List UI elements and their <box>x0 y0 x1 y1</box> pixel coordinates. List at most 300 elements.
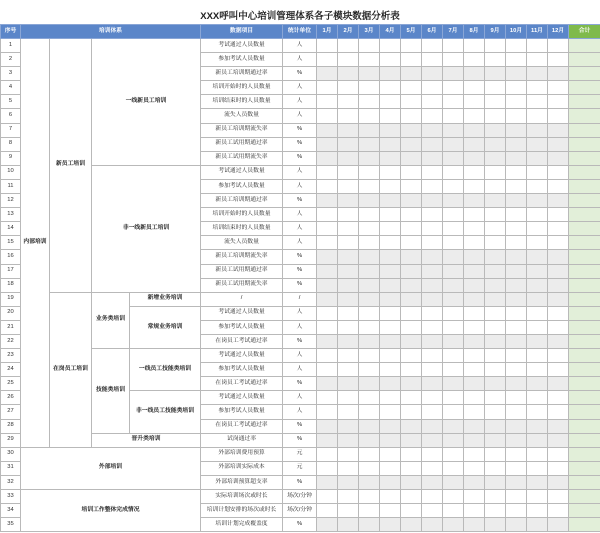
month-cell[interactable] <box>380 179 401 193</box>
month-cell[interactable] <box>506 490 527 504</box>
month-cell[interactable] <box>464 264 485 278</box>
month-cell[interactable] <box>506 349 527 363</box>
month-cell[interactable] <box>380 419 401 433</box>
month-cell[interactable] <box>380 433 401 447</box>
month-cell[interactable] <box>464 208 485 222</box>
month-cell[interactable] <box>485 151 506 165</box>
month-cell[interactable] <box>485 278 506 292</box>
month-cell[interactable] <box>422 264 443 278</box>
month-cell[interactable] <box>464 391 485 405</box>
month-cell[interactable] <box>380 377 401 391</box>
month-cell[interactable] <box>380 405 401 419</box>
month-cell[interactable] <box>485 179 506 193</box>
month-cell[interactable] <box>527 109 548 123</box>
month-cell[interactable] <box>548 433 569 447</box>
month-cell[interactable] <box>380 123 401 137</box>
month-cell[interactable] <box>548 334 569 348</box>
month-cell[interactable] <box>422 137 443 151</box>
month-cell[interactable] <box>443 419 464 433</box>
total-cell[interactable] <box>569 475 600 489</box>
month-cell[interactable] <box>317 349 338 363</box>
month-cell[interactable] <box>548 278 569 292</box>
month-cell[interactable] <box>380 475 401 489</box>
month-cell[interactable] <box>443 349 464 363</box>
month-cell[interactable] <box>401 236 422 250</box>
month-cell[interactable] <box>527 504 548 518</box>
month-cell[interactable] <box>380 391 401 405</box>
month-cell[interactable] <box>422 447 443 461</box>
month-cell[interactable] <box>317 518 338 532</box>
month-cell[interactable] <box>527 518 548 532</box>
month-cell[interactable] <box>485 320 506 334</box>
month-cell[interactable] <box>506 334 527 348</box>
month-cell[interactable] <box>548 222 569 236</box>
month-cell[interactable] <box>422 53 443 67</box>
month-cell[interactable] <box>527 222 548 236</box>
month-cell[interactable] <box>443 194 464 208</box>
month-cell[interactable] <box>317 208 338 222</box>
month-cell[interactable] <box>422 123 443 137</box>
month-cell[interactable] <box>359 137 380 151</box>
month-cell[interactable] <box>317 433 338 447</box>
total-cell[interactable] <box>569 461 600 475</box>
month-cell[interactable] <box>443 363 464 377</box>
month-cell[interactable] <box>338 137 359 151</box>
month-cell[interactable] <box>380 250 401 264</box>
month-cell[interactable] <box>464 222 485 236</box>
month-cell[interactable] <box>527 475 548 489</box>
month-cell[interactable] <box>485 123 506 137</box>
month-cell[interactable] <box>506 109 527 123</box>
month-cell[interactable] <box>548 109 569 123</box>
month-cell[interactable] <box>338 95 359 109</box>
month-cell[interactable] <box>359 278 380 292</box>
month-cell[interactable] <box>443 447 464 461</box>
month-cell[interactable] <box>506 320 527 334</box>
month-cell[interactable] <box>527 123 548 137</box>
month-cell[interactable] <box>317 109 338 123</box>
month-cell[interactable] <box>464 67 485 81</box>
month-cell[interactable] <box>464 419 485 433</box>
month-cell[interactable] <box>506 306 527 320</box>
month-cell[interactable] <box>401 405 422 419</box>
month-cell[interactable] <box>485 363 506 377</box>
month-cell[interactable] <box>380 81 401 95</box>
month-cell[interactable] <box>527 194 548 208</box>
month-cell[interactable] <box>317 137 338 151</box>
total-cell[interactable] <box>569 320 600 334</box>
month-cell[interactable] <box>359 179 380 193</box>
month-cell[interactable] <box>506 377 527 391</box>
month-cell[interactable] <box>338 306 359 320</box>
month-cell[interactable] <box>317 292 338 306</box>
month-cell[interactable] <box>548 179 569 193</box>
month-cell[interactable] <box>527 264 548 278</box>
month-cell[interactable] <box>401 123 422 137</box>
month-cell[interactable] <box>485 292 506 306</box>
month-cell[interactable] <box>527 320 548 334</box>
month-cell[interactable] <box>359 123 380 137</box>
month-cell[interactable] <box>485 222 506 236</box>
month-cell[interactable] <box>380 349 401 363</box>
month-cell[interactable] <box>338 123 359 137</box>
month-cell[interactable] <box>359 504 380 518</box>
month-cell[interactable] <box>506 194 527 208</box>
month-cell[interactable] <box>443 236 464 250</box>
month-cell[interactable] <box>464 504 485 518</box>
month-cell[interactable] <box>443 165 464 179</box>
month-cell[interactable] <box>380 165 401 179</box>
month-cell[interactable] <box>464 179 485 193</box>
month-cell[interactable] <box>359 490 380 504</box>
month-cell[interactable] <box>422 194 443 208</box>
month-cell[interactable] <box>485 137 506 151</box>
month-cell[interactable] <box>401 292 422 306</box>
month-cell[interactable] <box>443 306 464 320</box>
month-cell[interactable] <box>401 447 422 461</box>
month-cell[interactable] <box>485 81 506 95</box>
month-cell[interactable] <box>527 377 548 391</box>
month-cell[interactable] <box>443 461 464 475</box>
month-cell[interactable] <box>485 53 506 67</box>
month-cell[interactable] <box>380 264 401 278</box>
month-cell[interactable] <box>317 377 338 391</box>
month-cell[interactable] <box>401 194 422 208</box>
total-cell[interactable] <box>569 377 600 391</box>
month-cell[interactable] <box>548 306 569 320</box>
month-cell[interactable] <box>317 222 338 236</box>
month-cell[interactable] <box>506 67 527 81</box>
month-cell[interactable] <box>485 67 506 81</box>
month-cell[interactable] <box>485 306 506 320</box>
month-cell[interactable] <box>380 320 401 334</box>
month-cell[interactable] <box>527 39 548 53</box>
month-cell[interactable] <box>338 518 359 532</box>
total-cell[interactable] <box>569 504 600 518</box>
month-cell[interactable] <box>548 137 569 151</box>
month-cell[interactable] <box>485 165 506 179</box>
month-cell[interactable] <box>485 39 506 53</box>
month-cell[interactable] <box>422 278 443 292</box>
month-cell[interactable] <box>527 81 548 95</box>
total-cell[interactable] <box>569 490 600 504</box>
month-cell[interactable] <box>422 377 443 391</box>
month-cell[interactable] <box>359 236 380 250</box>
month-cell[interactable] <box>380 194 401 208</box>
month-cell[interactable] <box>422 405 443 419</box>
month-cell[interactable] <box>401 81 422 95</box>
total-cell[interactable] <box>569 447 600 461</box>
month-cell[interactable] <box>548 349 569 363</box>
month-cell[interactable] <box>401 475 422 489</box>
month-cell[interactable] <box>338 490 359 504</box>
month-cell[interactable] <box>338 475 359 489</box>
total-cell[interactable] <box>569 264 600 278</box>
month-cell[interactable] <box>527 292 548 306</box>
month-cell[interactable] <box>317 179 338 193</box>
month-cell[interactable] <box>506 419 527 433</box>
month-cell[interactable] <box>548 67 569 81</box>
month-cell[interactable] <box>464 250 485 264</box>
month-cell[interactable] <box>485 490 506 504</box>
month-cell[interactable] <box>380 363 401 377</box>
month-cell[interactable] <box>548 250 569 264</box>
month-cell[interactable] <box>422 363 443 377</box>
month-cell[interactable] <box>464 236 485 250</box>
month-cell[interactable] <box>317 461 338 475</box>
month-cell[interactable] <box>317 363 338 377</box>
total-cell[interactable] <box>569 405 600 419</box>
month-cell[interactable] <box>422 306 443 320</box>
month-cell[interactable] <box>443 292 464 306</box>
month-cell[interactable] <box>317 151 338 165</box>
month-cell[interactable] <box>401 349 422 363</box>
month-cell[interactable] <box>506 447 527 461</box>
month-cell[interactable] <box>380 95 401 109</box>
month-cell[interactable] <box>506 518 527 532</box>
month-cell[interactable] <box>338 419 359 433</box>
month-cell[interactable] <box>338 461 359 475</box>
total-cell[interactable] <box>569 250 600 264</box>
month-cell[interactable] <box>443 137 464 151</box>
month-cell[interactable] <box>317 123 338 137</box>
month-cell[interactable] <box>506 95 527 109</box>
month-cell[interactable] <box>338 278 359 292</box>
month-cell[interactable] <box>401 377 422 391</box>
month-cell[interactable] <box>548 363 569 377</box>
month-cell[interactable] <box>317 405 338 419</box>
total-cell[interactable] <box>569 165 600 179</box>
month-cell[interactable] <box>527 490 548 504</box>
month-cell[interactable] <box>380 278 401 292</box>
month-cell[interactable] <box>401 250 422 264</box>
month-cell[interactable] <box>443 39 464 53</box>
month-cell[interactable] <box>359 475 380 489</box>
month-cell[interactable] <box>401 306 422 320</box>
month-cell[interactable] <box>464 109 485 123</box>
month-cell[interactable] <box>548 377 569 391</box>
month-cell[interactable] <box>506 264 527 278</box>
month-cell[interactable] <box>464 194 485 208</box>
total-cell[interactable] <box>569 292 600 306</box>
month-cell[interactable] <box>464 377 485 391</box>
total-cell[interactable] <box>569 53 600 67</box>
month-cell[interactable] <box>338 405 359 419</box>
month-cell[interactable] <box>443 518 464 532</box>
month-cell[interactable] <box>359 95 380 109</box>
month-cell[interactable] <box>527 419 548 433</box>
month-cell[interactable] <box>338 208 359 222</box>
total-cell[interactable] <box>569 349 600 363</box>
month-cell[interactable] <box>338 504 359 518</box>
month-cell[interactable] <box>317 165 338 179</box>
month-cell[interactable] <box>359 208 380 222</box>
total-cell[interactable] <box>569 137 600 151</box>
month-cell[interactable] <box>527 236 548 250</box>
month-cell[interactable] <box>443 405 464 419</box>
month-cell[interactable] <box>506 278 527 292</box>
month-cell[interactable] <box>359 349 380 363</box>
total-cell[interactable] <box>569 208 600 222</box>
month-cell[interactable] <box>443 81 464 95</box>
month-cell[interactable] <box>338 349 359 363</box>
month-cell[interactable] <box>464 292 485 306</box>
month-cell[interactable] <box>422 39 443 53</box>
month-cell[interactable] <box>443 490 464 504</box>
month-cell[interactable] <box>506 208 527 222</box>
month-cell[interactable] <box>401 67 422 81</box>
month-cell[interactable] <box>359 419 380 433</box>
month-cell[interactable] <box>485 236 506 250</box>
month-cell[interactable] <box>443 320 464 334</box>
month-cell[interactable] <box>464 363 485 377</box>
month-cell[interactable] <box>359 433 380 447</box>
month-cell[interactable] <box>464 39 485 53</box>
month-cell[interactable] <box>485 504 506 518</box>
month-cell[interactable] <box>485 194 506 208</box>
month-cell[interactable] <box>380 504 401 518</box>
month-cell[interactable] <box>359 39 380 53</box>
month-cell[interactable] <box>443 95 464 109</box>
month-cell[interactable] <box>317 278 338 292</box>
month-cell[interactable] <box>422 179 443 193</box>
month-cell[interactable] <box>506 236 527 250</box>
month-cell[interactable] <box>380 222 401 236</box>
month-cell[interactable] <box>359 405 380 419</box>
month-cell[interactable] <box>422 250 443 264</box>
month-cell[interactable] <box>527 405 548 419</box>
month-cell[interactable] <box>338 363 359 377</box>
month-cell[interactable] <box>401 179 422 193</box>
month-cell[interactable] <box>380 306 401 320</box>
total-cell[interactable] <box>569 194 600 208</box>
month-cell[interactable] <box>485 433 506 447</box>
month-cell[interactable] <box>443 278 464 292</box>
month-cell[interactable] <box>548 264 569 278</box>
month-cell[interactable] <box>464 461 485 475</box>
month-cell[interactable] <box>317 81 338 95</box>
total-cell[interactable] <box>569 123 600 137</box>
month-cell[interactable] <box>317 194 338 208</box>
month-cell[interactable] <box>338 334 359 348</box>
month-cell[interactable] <box>380 461 401 475</box>
month-cell[interactable] <box>422 320 443 334</box>
total-cell[interactable] <box>569 419 600 433</box>
month-cell[interactable] <box>401 151 422 165</box>
total-cell[interactable] <box>569 179 600 193</box>
month-cell[interactable] <box>548 447 569 461</box>
month-cell[interactable] <box>422 419 443 433</box>
month-cell[interactable] <box>443 222 464 236</box>
month-cell[interactable] <box>527 433 548 447</box>
month-cell[interactable] <box>443 433 464 447</box>
month-cell[interactable] <box>401 222 422 236</box>
month-cell[interactable] <box>401 278 422 292</box>
month-cell[interactable] <box>506 504 527 518</box>
month-cell[interactable] <box>506 123 527 137</box>
month-cell[interactable] <box>464 518 485 532</box>
month-cell[interactable] <box>359 67 380 81</box>
month-cell[interactable] <box>317 504 338 518</box>
month-cell[interactable] <box>338 81 359 95</box>
month-cell[interactable] <box>317 391 338 405</box>
month-cell[interactable] <box>401 461 422 475</box>
month-cell[interactable] <box>338 250 359 264</box>
month-cell[interactable] <box>443 151 464 165</box>
month-cell[interactable] <box>506 292 527 306</box>
month-cell[interactable] <box>317 447 338 461</box>
month-cell[interactable] <box>506 363 527 377</box>
month-cell[interactable] <box>443 334 464 348</box>
month-cell[interactable] <box>548 419 569 433</box>
month-cell[interactable] <box>422 349 443 363</box>
month-cell[interactable] <box>443 109 464 123</box>
month-cell[interactable] <box>422 109 443 123</box>
month-cell[interactable] <box>527 391 548 405</box>
month-cell[interactable] <box>527 151 548 165</box>
month-cell[interactable] <box>359 461 380 475</box>
month-cell[interactable] <box>548 320 569 334</box>
month-cell[interactable] <box>506 151 527 165</box>
month-cell[interactable] <box>443 179 464 193</box>
month-cell[interactable] <box>548 518 569 532</box>
month-cell[interactable] <box>422 334 443 348</box>
month-cell[interactable] <box>380 490 401 504</box>
total-cell[interactable] <box>569 334 600 348</box>
month-cell[interactable] <box>485 405 506 419</box>
month-cell[interactable] <box>506 53 527 67</box>
month-cell[interactable] <box>548 39 569 53</box>
month-cell[interactable] <box>527 67 548 81</box>
month-cell[interactable] <box>548 405 569 419</box>
month-cell[interactable] <box>464 306 485 320</box>
month-cell[interactable] <box>506 250 527 264</box>
month-cell[interactable] <box>380 109 401 123</box>
month-cell[interactable] <box>359 264 380 278</box>
month-cell[interactable] <box>401 137 422 151</box>
total-cell[interactable] <box>569 81 600 95</box>
month-cell[interactable] <box>338 151 359 165</box>
month-cell[interactable] <box>527 179 548 193</box>
month-cell[interactable] <box>380 151 401 165</box>
month-cell[interactable] <box>338 447 359 461</box>
month-cell[interactable] <box>359 194 380 208</box>
month-cell[interactable] <box>548 236 569 250</box>
month-cell[interactable] <box>380 208 401 222</box>
month-cell[interactable] <box>464 320 485 334</box>
month-cell[interactable] <box>401 39 422 53</box>
month-cell[interactable] <box>548 165 569 179</box>
month-cell[interactable] <box>359 109 380 123</box>
month-cell[interactable] <box>422 292 443 306</box>
month-cell[interactable] <box>359 222 380 236</box>
month-cell[interactable] <box>485 461 506 475</box>
month-cell[interactable] <box>338 194 359 208</box>
month-cell[interactable] <box>338 222 359 236</box>
total-cell[interactable] <box>569 67 600 81</box>
month-cell[interactable] <box>464 95 485 109</box>
month-cell[interactable] <box>422 504 443 518</box>
month-cell[interactable] <box>506 475 527 489</box>
month-cell[interactable] <box>506 137 527 151</box>
month-cell[interactable] <box>401 490 422 504</box>
month-cell[interactable] <box>317 250 338 264</box>
month-cell[interactable] <box>464 53 485 67</box>
month-cell[interactable] <box>401 391 422 405</box>
month-cell[interactable] <box>317 419 338 433</box>
month-cell[interactable] <box>527 447 548 461</box>
month-cell[interactable] <box>380 236 401 250</box>
